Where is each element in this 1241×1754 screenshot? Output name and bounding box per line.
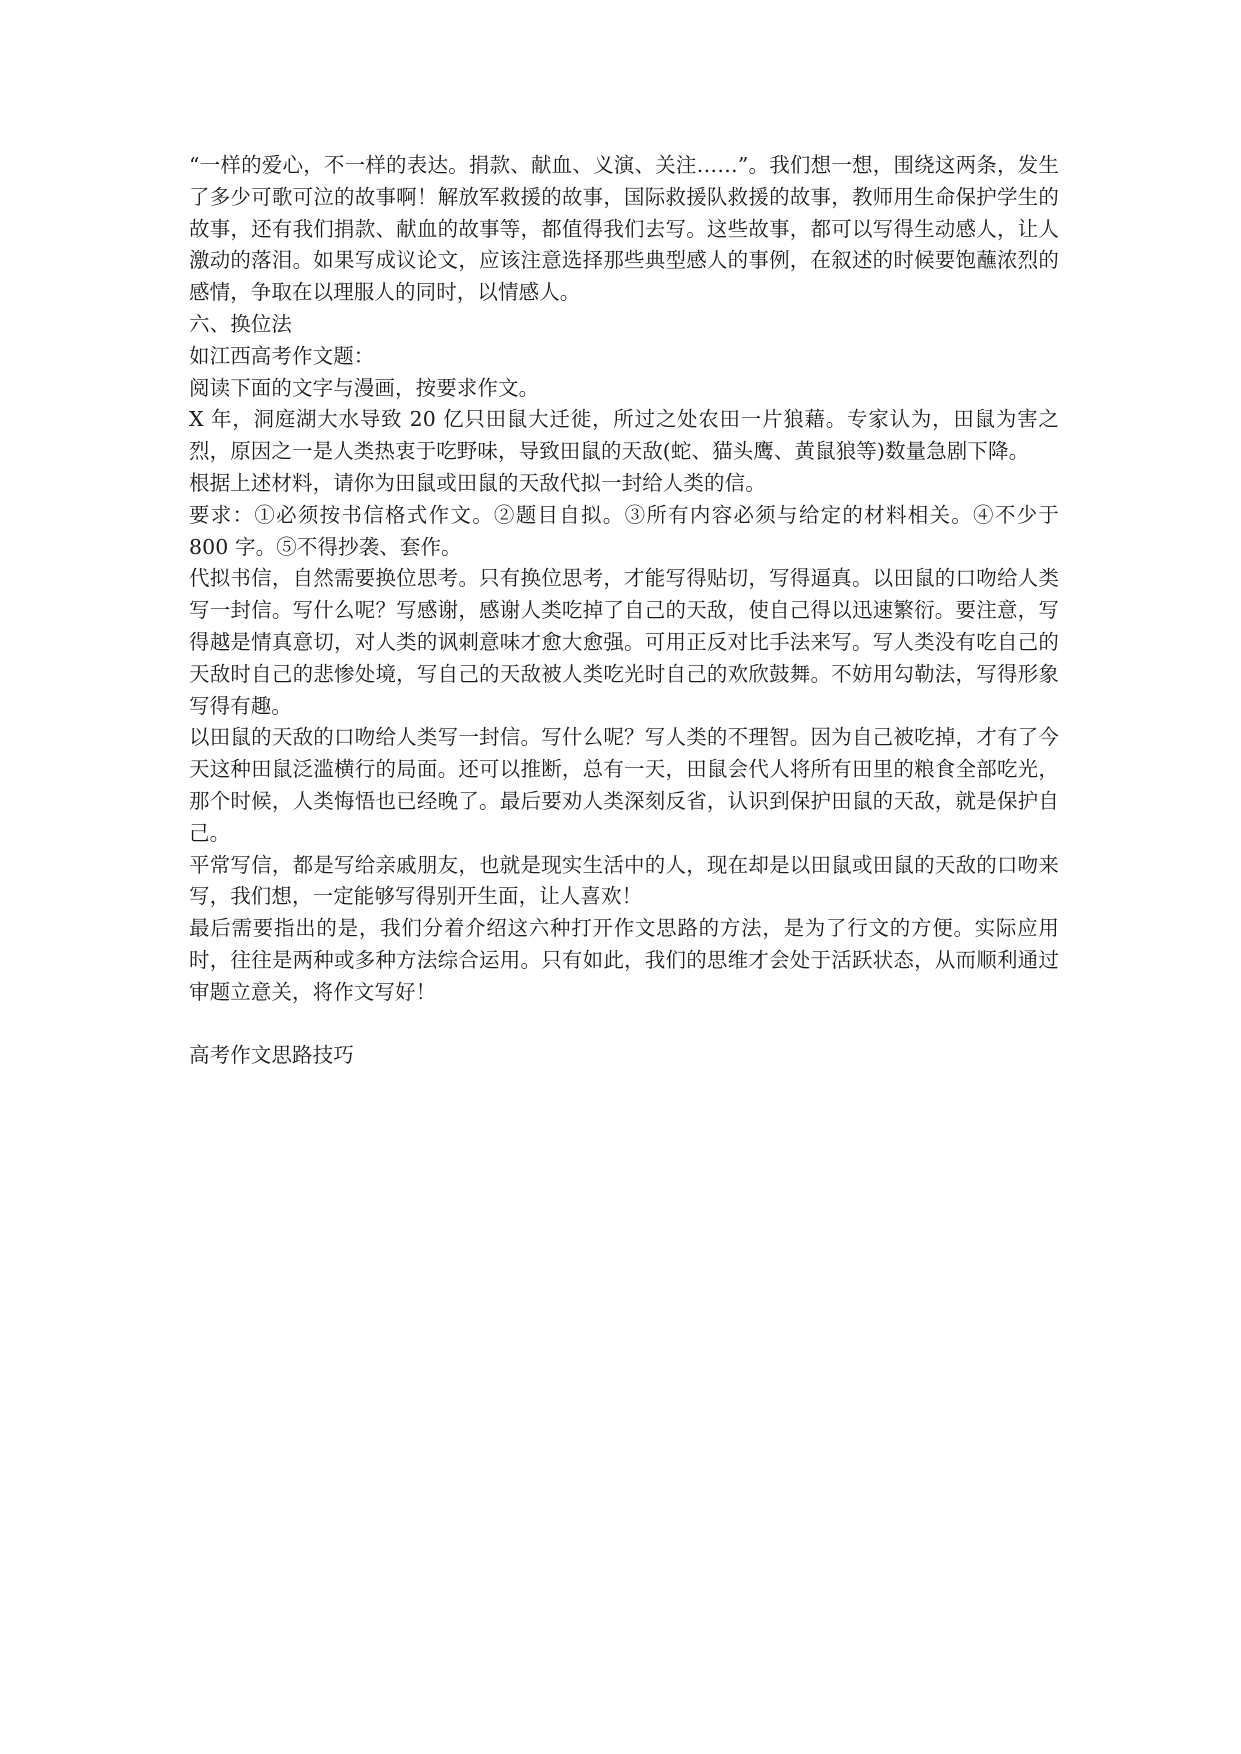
- paragraph-conclusion: 最后需要指出的是，我们分着介绍这六种打开作文思路的方法，是为了行文的方便。实际应用时，往往是两种或多种方法综合运用。只有如此，我们的思维才会处于活跃状态，从而顺利通过审题立意关，将作文写好！: [189, 916, 1059, 1004]
- paragraph-ordinary-letter: 平常写信，都是写给亲戚朋友，也就是现实生活中的人，现在却是以田鼠或田鼠的天敌的口吻来写，我们想，一定能够写得别开生面，让人喜欢！: [189, 852, 1059, 909]
- paragraph-requirements: 要求：①必须按书信格式作文。②题目自拟。③所有内容必须与给定的材料相关。④不少于 800 字。⑤不得抄袭、套作。: [189, 502, 1059, 559]
- paragraph-material: X 年，洞庭湖大水导致 20 亿只田鼠大迁徙，所过之处农田一片狼藉。专家认为，田鼠为害之烈，原因之一是人类热衷于吃野味，导致田鼠的天敌(蛇、猫头鹰、黄鼠狼等)数量急剧下降。: [189, 407, 1059, 464]
- section-heading-position-swap: 六、换位法: [189, 311, 292, 336]
- document-page: [189, 150, 1059, 1072]
- paragraph-task: 根据上述材料，请你为田鼠或田鼠的天敌代拟一封给人类的信。: [189, 470, 766, 495]
- paragraph-mouse-letter: 代拟书信，自然需要换位思考。只有换位思考，才能写得贴切，写得逼真。以田鼠的口吻给人类写一封信。写什么呢？写感谢，感谢人类吃掉了自己的天敌，使自己得以迅速繁衍。要注意，写得越是情真意切，对人类的讽刺意味才愈大愈强。可用正反对比手法来写。写人类没有吃自己的天敌时自己的悲惨处境，写自己的天敌被人类吃光时自己的欢欣鼓舞。不妨用勾勒法，写得形象写得有趣。: [189, 566, 1059, 718]
- paragraph-read-instruction: 阅读下面的文字与漫画，按要求作文。: [189, 375, 540, 400]
- paragraph-jiangxi-prompt: 如江西高考作文题：: [189, 343, 375, 368]
- blank-line: [189, 1009, 1059, 1041]
- footer-title: 高考作文思路技巧: [189, 1043, 354, 1068]
- paragraph-love-story: “一样的爱心，不一样的表达。捐款、献血、义演、关注……”。我们想一想，围绕这两条，发生了多少可歌可泣的故事啊！解放军救援的故事，国际救援队救援的故事，教师用生命保护学生的故事，还有我们捐款、献血的故事等，都值得我们去写。这些故事，都可以写得生动感人，让人激动的落泪。如果写成议论文，应该注意选择那些典型感人的事例，在叙述的时候要饱蘸浓烈的感情，争取在以理服人的同时，以情感人。: [189, 153, 1059, 305]
- paragraph-enemy-letter: 以田鼠的天敌的口吻给人类写一封信。写什么呢？写人类的不理智。因为自己被吃掉，才有了今天这种田鼠泛滥横行的局面。还可以推断，总有一天，田鼠会代人将所有田里的粮食全部吃光，那个时候，人类悔悟也已经晚了。最后要劝人类深刻反省，认识到保护田鼠的天敌，就是保护自己。: [189, 725, 1059, 845]
